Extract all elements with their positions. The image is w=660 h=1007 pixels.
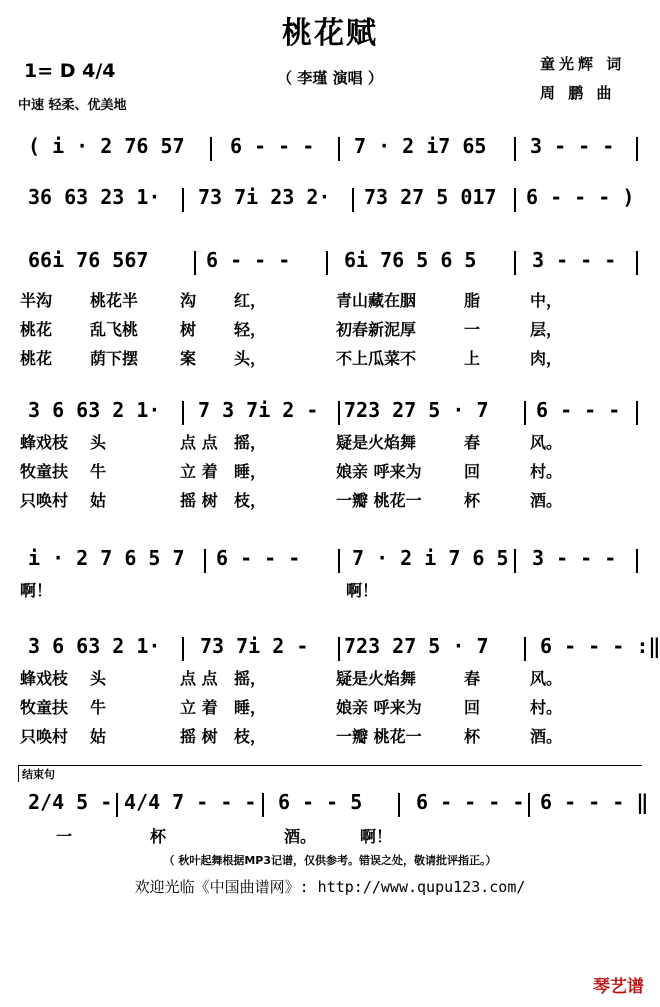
measure: 6 - - -: [206, 248, 291, 272]
lyric-word: 姑: [90, 727, 107, 746]
lyric-word: 春: [464, 669, 481, 688]
lyric-word: 回: [464, 462, 481, 481]
lyric-word: 桃花: [20, 349, 53, 368]
lyric-word: 酒。: [530, 491, 563, 510]
lyric-word: 风。: [530, 433, 563, 452]
lyric-word: 树: [180, 320, 197, 339]
lyric-word: 村。: [530, 462, 563, 481]
bar-line: [182, 637, 184, 661]
bar-line: [636, 549, 638, 573]
bar-line: [204, 549, 206, 573]
bar-line: [352, 188, 354, 212]
measure: 3 - - -: [532, 248, 617, 272]
measure: 723 27 5 · 7: [344, 634, 489, 658]
measure: 4/4 7 - - -: [124, 790, 257, 814]
lyric-word: 摇 树: [180, 491, 218, 510]
lyric-word: 睡，: [234, 698, 267, 717]
measure: 6 - - - ): [526, 185, 635, 209]
website-link[interactable]: 欢迎光临《中国曲谱网》: http://www.qupu123.com/: [134, 878, 526, 896]
bar-line: [636, 401, 638, 425]
lyric-word: 杯: [464, 491, 481, 510]
lyric-word: 立 着: [180, 462, 218, 481]
measure: 7 3 7i 2 -: [198, 398, 319, 422]
measure: 6 - - -: [230, 134, 315, 158]
lyric-word: 村。: [530, 698, 563, 717]
lyric-word: 蜂戏枝: [20, 433, 69, 452]
lyric-word: 回: [464, 698, 481, 717]
measure: 6 - - 5: [278, 790, 363, 814]
lyric-word: 牛: [90, 698, 107, 717]
lyric-word: 娘亲 呼来为: [336, 698, 422, 717]
lyricist-credit: 童光辉 词: [540, 55, 626, 73]
measure: 6 - - -: [216, 546, 301, 570]
measure: ( i · 2 76 57: [28, 134, 185, 158]
measure: 73 27 5 017: [364, 185, 497, 209]
lyric-word: 层，: [530, 320, 563, 339]
bar-line: [182, 401, 184, 425]
lyric-word: 酒。: [530, 727, 563, 746]
measure: 3 6 63 2 1·: [28, 398, 161, 422]
measure: i · 2 7 6 5 7: [28, 546, 185, 570]
lyric-word: 疑是火焰舞: [336, 433, 417, 452]
lyric-word: 牧童扶: [20, 462, 69, 481]
bar-line: [514, 137, 516, 161]
measure: 6i 76 5 6 5: [344, 248, 477, 272]
lyric-word: 青山藏在胭: [336, 291, 417, 310]
tempo-marking: 中速 轻柔、优美地: [18, 98, 127, 113]
lyric-word: 娘亲 呼来为: [336, 462, 422, 481]
bar-line: [182, 188, 184, 212]
lyric-word: 一: [464, 320, 481, 339]
lyric-word: 沟: [180, 291, 197, 310]
lyric-word: 头: [90, 669, 107, 688]
lyric-word: 啊！: [360, 827, 393, 846]
bar-line: [338, 137, 340, 161]
lyric-word: 红，: [234, 291, 267, 310]
lyric-word: 只唤村: [20, 491, 69, 510]
lyric-word: 案: [180, 349, 197, 368]
bar-line: [514, 549, 516, 573]
measure: 6 - - - :‖: [540, 634, 660, 658]
lyric-word: 头，: [234, 349, 267, 368]
lyric-word: 荫下摆: [90, 349, 139, 368]
lyric-word: 初春新泥厚: [336, 320, 417, 339]
lyric-word: 只唤村: [20, 727, 69, 746]
bar-line: [514, 188, 516, 212]
lyric-word: 一瓣 桃花一: [336, 727, 422, 746]
measure: 6 - - - ‖: [540, 790, 649, 814]
lyric-word: 一瓣 桃花一: [336, 491, 422, 510]
bar-line: [326, 251, 328, 275]
lyric-word: 睡，: [234, 462, 267, 481]
lyric-word: 啊！: [346, 581, 379, 600]
lyric-word: 上: [464, 349, 481, 368]
ending-label: 结束句: [22, 768, 55, 781]
footnote: （ 秋叶起舞根据MP3记谱，仅供参考。错误之处，敬请批评指正。）: [163, 854, 497, 867]
lyric-word: 摇 树: [180, 727, 218, 746]
notation-row-3: [20, 248, 642, 276]
lyric-word: 桃花半: [90, 291, 139, 310]
lyric-word: 肉，: [530, 349, 563, 368]
notation-row-4: [20, 398, 642, 426]
lyric-word: 中，: [530, 291, 563, 310]
lyric-word: 不上瓜菜不: [336, 349, 417, 368]
bar-line: [116, 793, 118, 817]
bar-line: [338, 401, 340, 425]
notation-row-6: [20, 634, 660, 662]
bar-line: [338, 637, 340, 661]
bar-line: [524, 637, 526, 661]
notation-row-1: [20, 134, 642, 162]
bar-line: [262, 793, 264, 817]
composer-credit: 周 鹏 曲: [540, 84, 616, 102]
lyric-word: 牛: [90, 462, 107, 481]
lyric-word: 轻，: [234, 320, 267, 339]
measure: 3 - - -: [530, 134, 615, 158]
measure: 7 · 2 i 7 6 5: [352, 546, 509, 570]
singer-credit: （ 李瑾 演唱 ）: [277, 69, 383, 87]
lyric-word: 一: [56, 827, 73, 846]
measure: 2/4 5 -: [28, 790, 113, 814]
lyric-word: 杯: [464, 727, 481, 746]
lyric-word: 桃花: [20, 320, 53, 339]
bar-line: [514, 251, 516, 275]
lyric-word: 摇，: [234, 669, 267, 688]
bar-line: [210, 137, 212, 161]
lyric-word: 脂: [464, 291, 481, 310]
lyric-word: 半沟: [20, 291, 53, 310]
lyric-word: 姑: [90, 491, 107, 510]
measure: 7 · 2 i7 65: [354, 134, 487, 158]
lyric-word: 摇，: [234, 433, 267, 452]
bar-line: [338, 549, 340, 573]
page-title: 桃花赋: [282, 16, 378, 51]
lyric-word: 点 点: [180, 669, 218, 688]
brand-logo: 琴艺谱: [593, 977, 644, 997]
lyric-word: 啊！: [20, 581, 53, 600]
lyric-word: 点 点: [180, 433, 218, 452]
measure: 3 - - -: [532, 546, 617, 570]
bar-line: [398, 793, 400, 817]
notation-row-2: [20, 185, 642, 213]
bar-line: [528, 793, 530, 817]
measure: 723 27 5 · 7: [344, 398, 489, 422]
bar-line: [524, 401, 526, 425]
measure: 3 6 63 2 1·: [28, 634, 161, 658]
lyric-word: 酒。: [284, 827, 317, 846]
bar-line: [636, 251, 638, 275]
lyric-word: 疑是火焰舞: [336, 669, 417, 688]
measure: 36 63 23 1·: [28, 185, 161, 209]
lyric-word: 杯: [150, 827, 167, 846]
measure: 6 - - - -: [416, 790, 525, 814]
bar-line: [194, 251, 196, 275]
lyric-word: 蜂戏枝: [20, 669, 69, 688]
measure: 66i 76 567: [28, 248, 149, 272]
lyric-word: 风。: [530, 669, 563, 688]
lyric-word: 枝，: [234, 491, 267, 510]
key-signature: 1= D 4/4: [24, 60, 116, 82]
lyric-word: 枝，: [234, 727, 267, 746]
ending-bracket: [18, 765, 642, 782]
measure: 73 7i 2 -: [200, 634, 309, 658]
measure: 6 - - -: [536, 398, 621, 422]
lyric-word: 头: [90, 433, 107, 452]
bar-line: [636, 137, 638, 161]
measure: 73 7i 23 2·: [198, 185, 331, 209]
lyric-word: 牧童扶: [20, 698, 69, 717]
notation-row-5: [20, 546, 642, 574]
lyric-word: 立 着: [180, 698, 218, 717]
lyric-word: 春: [464, 433, 481, 452]
lyric-word: 乱飞桃: [90, 320, 139, 339]
notation-row-7: [20, 790, 649, 818]
